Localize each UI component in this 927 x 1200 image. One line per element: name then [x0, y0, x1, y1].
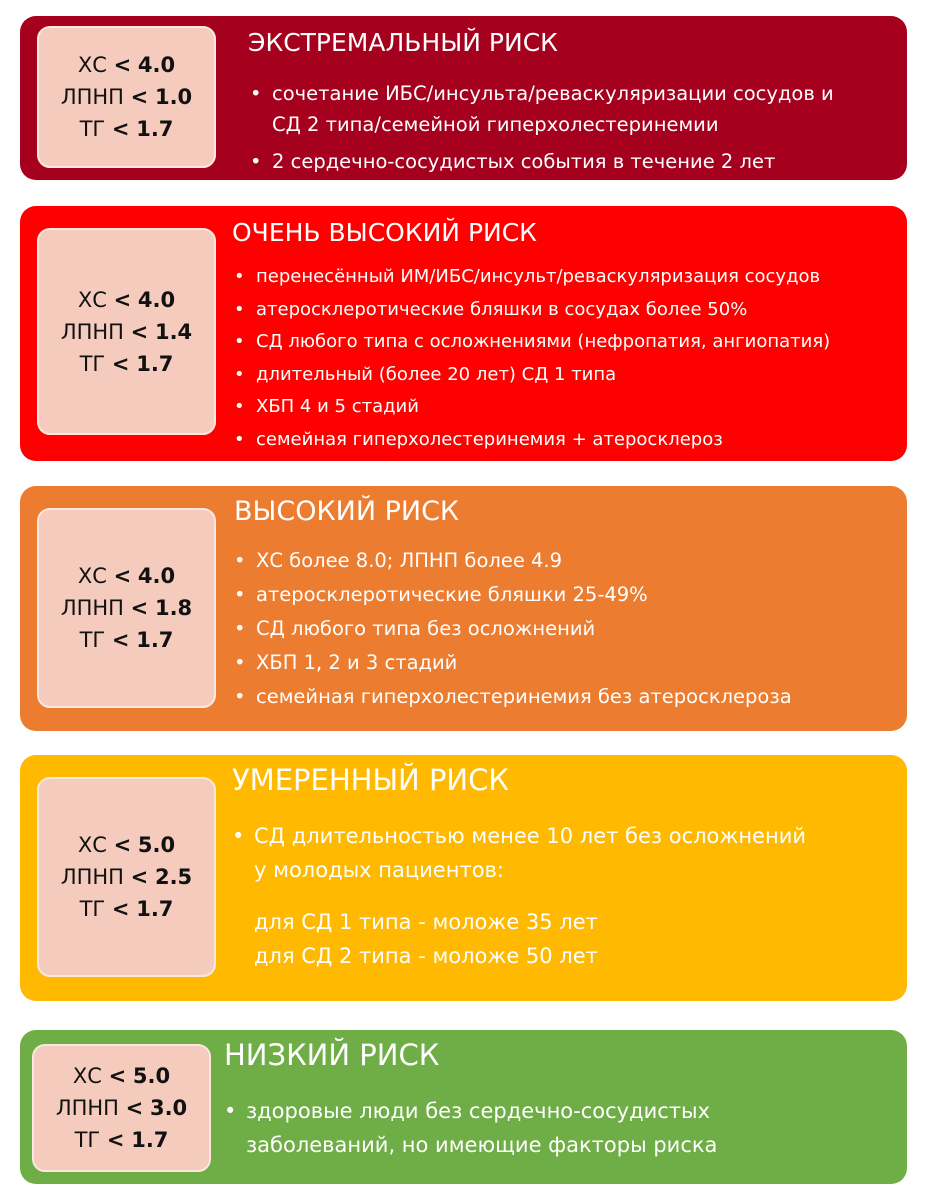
criteria-item: • длительный (более 20 лет) СД 1 типа [234, 359, 830, 392]
targets-box [37, 777, 216, 977]
criteria-item: • 2 сердечно-сосудистых события в течение 2 лет [250, 146, 834, 177]
target-row-xc: ХС < 5.0 [77, 833, 176, 857]
criteria-item: • семейная гиперхолестеринемия без атеросклероза [234, 680, 792, 714]
criteria-item: • атеросклеротические бляшки в сосудах более 50% [234, 294, 830, 327]
targets-box [37, 228, 216, 435]
risk-block-very-high [20, 206, 907, 461]
risk-title: ВЫСОКИЙ РИСК [234, 496, 460, 527]
risk-title: НИЗКИЙ РИСК [224, 1038, 440, 1072]
criteria-item-continuation: заболеваний, но имеющие факторы риска [246, 1133, 718, 1157]
risk-block-low [20, 1030, 907, 1184]
target-row-xc: ХС < 4.0 [77, 287, 176, 312]
criteria-list [234, 544, 792, 714]
criteria-list [250, 78, 834, 177]
risk-block-extreme [20, 16, 907, 180]
risk-title: ЭКСТРЕМАЛЬНЫЙ РИСК [248, 28, 558, 57]
target-row-tg: ТГ < 1.7 [79, 351, 174, 376]
criteria-subitems [254, 905, 598, 973]
criteria-item: • СД любого типа без осложнений [234, 612, 792, 646]
target-row-xc: ХС < 5.0 [72, 1064, 171, 1088]
criteria-subitem: для СД 1 типа - моложе 35 лет [254, 910, 598, 934]
criteria-item: • семейная гиперхолестеринемия + атеросклероз [234, 424, 830, 457]
target-row-xc: ХС < 4.0 [77, 564, 176, 588]
risk-block-moderate [20, 755, 907, 1001]
target-row-xc: ХС < 4.0 [77, 53, 176, 77]
criteria-item-continuation: у молодых пациентов: [254, 858, 504, 882]
criteria-item: • ХС более 8.0; ЛПНП более 4.9 [234, 544, 792, 578]
criteria-list [224, 1094, 717, 1162]
criteria-list [232, 819, 806, 887]
target-row-tg: ТГ < 1.7 [79, 897, 174, 921]
criteria-item: • сочетание ИБС/инсульта/реваскуляризации сосудов и [250, 78, 834, 109]
target-row-ldl: ЛПНП < 3.0 [55, 1096, 188, 1120]
target-row-ldl: ЛПНП < 2.5 [60, 865, 193, 889]
target-row-ldl: ЛПНП < 1.0 [60, 85, 193, 109]
criteria-item-continuation: СД 2 типа/семейной гиперхолестеринемии [272, 113, 719, 136]
target-row-tg: ТГ < 1.7 [74, 1128, 169, 1152]
criteria-item: • СД длительностью менее 10 лет без осложнений [232, 819, 806, 853]
risk-title: УМЕРЕННЫЙ РИСК [232, 763, 509, 797]
criteria-item: • здоровые люди без сердечно-сосудистых [224, 1094, 717, 1128]
targets-box [37, 508, 216, 708]
risk-block-high [20, 486, 907, 731]
criteria-item: • перенесённый ИМ/ИБС/инсульт/реваскуляризация сосудов [234, 261, 830, 294]
target-row-ldl: ЛПНП < 1.8 [60, 596, 193, 620]
criteria-list [234, 261, 830, 456]
criteria-item: • СД любого типа с осложнениями (нефропатия, ангиопатия) [234, 326, 830, 359]
criteria-item: • ХБП 4 и 5 стадий [234, 391, 830, 424]
risk-title: ОЧЕНЬ ВЫСОКИЙ РИСК [232, 218, 537, 247]
target-row-tg: ТГ < 1.7 [79, 628, 174, 652]
targets-box [37, 26, 216, 168]
criteria-subitem: для СД 2 типа - моложе 50 лет [254, 944, 598, 968]
criteria-item: • атеросклеротические бляшки 25-49% [234, 578, 792, 612]
target-row-ldl: ЛПНП < 1.4 [60, 319, 193, 344]
criteria-item: • ХБП 1, 2 и 3 стадий [234, 646, 792, 680]
target-row-tg: ТГ < 1.7 [79, 117, 174, 141]
targets-box [32, 1044, 211, 1172]
